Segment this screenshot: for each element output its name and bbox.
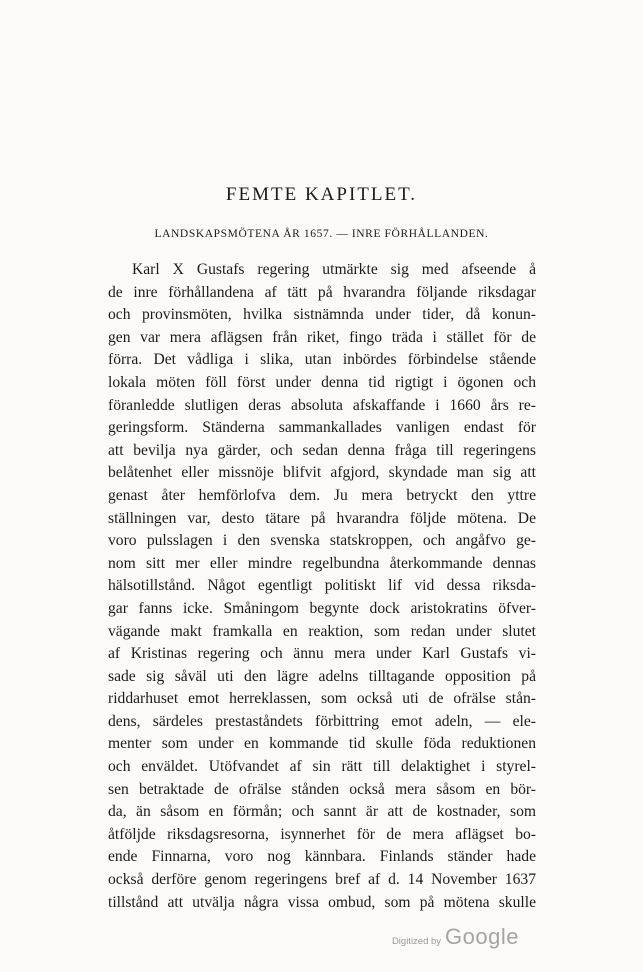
text-line: också derföre genom regeringens bref af d. 14 November 1637 [108, 871, 536, 889]
text-line: af Kristinas regering och ännu mera under Karl Gustafs vi- [108, 645, 536, 663]
text-line: och provinsmöten, hvilka sistnämnda under tider, då konun- [108, 306, 536, 324]
digitized-label: Digitized by [391, 936, 442, 947]
text-line: da, än såsom en förmån; och sannt är att de kostnader, som [108, 803, 536, 821]
text-line: genast åter hemförlofva dem. Ju mera betryckt den yttre [108, 486, 536, 504]
text-line: gar fanns icke. Småningom begynte dock aristokratins öfver- [108, 599, 536, 617]
text-line: nom sitt mer eller mindre regelbundna återkommande dennas [108, 554, 536, 572]
text-line: förra. Det vådliga i slika, utan inbördes förbindelse stående [108, 351, 536, 369]
text-line: ställningen var, desto tätare på hvarandra följde mötena. De [108, 509, 536, 527]
chapter-subtitle: LANDSKAPSMÖTENA ÅR 1657. — INRE FÖRHÅLLANDEN. [154, 228, 489, 240]
text-line: menter som under en kommande tid skulle föda reduktionen [108, 735, 536, 753]
text-line: voro pulsslagen i den svenska statskroppen, och angåfvo ge- [108, 532, 536, 550]
text-line: vägande makt framkalla en reaktion, som redan under slutet [108, 622, 536, 640]
text-line: dens, särdeles prestaståndets förbittring emot adeln, — ele- [108, 712, 536, 730]
text-line: och enväldet. Utöfvandet af sin rätt till delaktighet i styrel- [108, 758, 536, 776]
text-line: lokala möten föll först under denna tid rigtigt i ögonen och [108, 373, 536, 391]
text-line: ende Finnarna, voro nog kännbara. Finlands ständer hade [108, 848, 536, 866]
text-line: föranledde slutligen deras absoluta afskaffande i 1660 års re- [108, 396, 536, 414]
google-logo: Google [445, 924, 519, 949]
text-line: tillstånd att utvälja några vissa ombud, som på mötena skulle [108, 893, 536, 911]
text-line: riddarhuset emot herreklassen, som också uti de ofrälse stån- [108, 690, 536, 708]
text-line: att bevilja nya gärder, och sedan denna fråga till regeringens [108, 441, 536, 459]
body-text [108, 259, 536, 914]
text-line: geringsform. Ständerna sammankallades vanligen endast för [108, 419, 536, 437]
text-line: gen var mera aflägsen från riket, fingo träda i stället för de [108, 328, 536, 346]
text-line: Karl X Gustafs regering utmärkte sig med afseende å [132, 261, 536, 278]
text-line: åtföljde riksdagsresorna, isynnerhet för de mera aflägset bo- [108, 825, 536, 843]
text-line: de inre förhållandena af tätt på hvarandra följande riksdagar [108, 283, 536, 301]
text-line: hälsotillstånd. Något egentligt politiskt lif vid dessa riksda- [108, 577, 536, 595]
chapter-title: FEMTE KAPITLET. [225, 184, 418, 205]
text-line: belåtenhet eller missnöje blifvit afgjord, skyndade man sig att [108, 464, 536, 482]
text-line: sen betraktade de ofrälse stånden också mera såsom en bör- [108, 780, 536, 798]
digitized-watermark [392, 924, 519, 950]
text-line: sade sig såväl uti den lägre adelns tilltagande opposition på [108, 667, 536, 685]
